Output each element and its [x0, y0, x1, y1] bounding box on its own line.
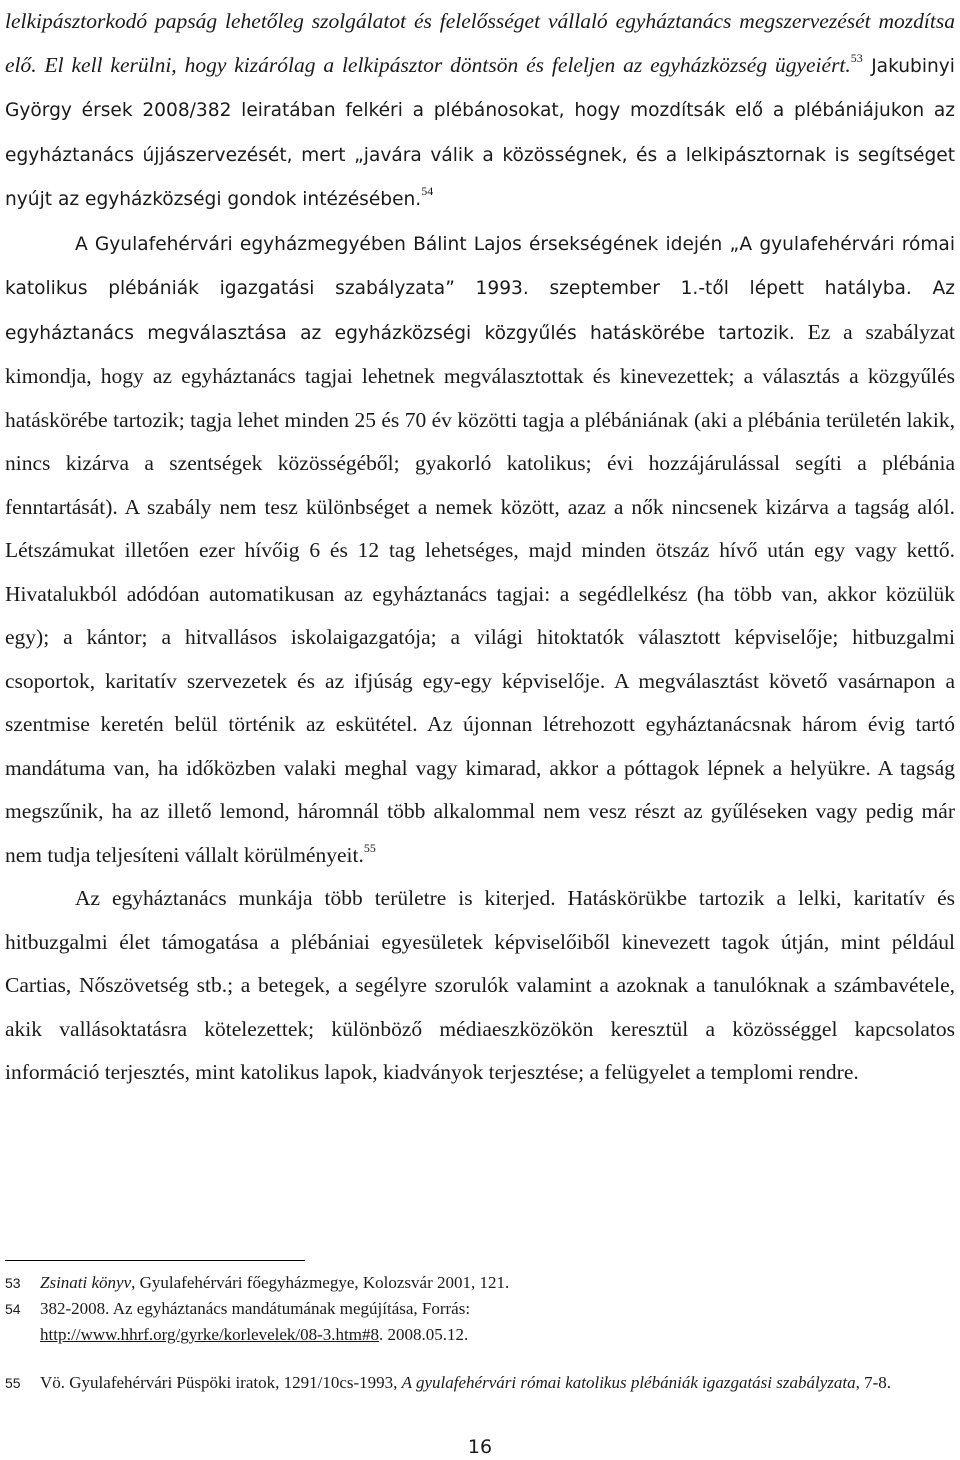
- footnote-ref-53[interactable]: 53: [850, 50, 863, 65]
- paragraph-2: [5, 222, 955, 878]
- footnote-number: 53: [5, 1275, 21, 1291]
- footnote-separator: [5, 1260, 305, 1261]
- page-number: 16: [467, 1436, 493, 1458]
- footnote-text: 382-2008. Az egyháztanács mandátumának megújítása, Forrás:: [40, 1299, 471, 1318]
- footnote-text: Vö. Gyulafehérvári Püspöki iratok, 1291/10cs-1993,: [40, 1373, 402, 1392]
- footnote-title: A gyulafehérvári római katolikus plébániák igazgatási szabályzata: [401, 1373, 856, 1392]
- footnote-53: [5, 1270, 955, 1296]
- footnote-date: . 2008.05.12.: [379, 1325, 469, 1344]
- footnotes: [5, 1270, 955, 1396]
- footnote-text: , Gyulafehérvári főegyházmegye, Kolozsvár 2001, 121.: [131, 1273, 510, 1292]
- serif-text: Ez a szabályzat kimondja, hogy az egyháztanács tagjai lehetnek megválasztottak és kinevezettek; a választás a közgyűlés hatáskörébe tartozik; tagja lehet minden 25 és 70 év közötti tagja a plébániának (aki a plébánia területén lakik, nincs kizárva a szentségek közösségéből; gyakorló katolikus; évi hozzájárulással segíti a plébánia fenntartását). A szabály nem tesz különbséget a nemek között, azaz a nők nincsenek kizárva a tagság alól. Létszámukat illetően ezer hívőig 6 és 12 tag lehetséges, majd minden ötszáz hívő után egy vagy kettő. Hivatalukból adódóan automatikusan az egyháztanács tagjai: a segédlelkész (ha több van, akkor közülük egy); a kántor; a hitvallásos iskolaigazgatója; a világi hitoktatók választott képviselője; hitbuzgalmi csoportok, karitatív szervezetek és az ifjúság egy-egy képviselője. A megválasztást követő vasárnapon a szentmise keretén belül történik az eskütétel. Az újonnan létrehozott egyháztanácsnak három évig tartó mandátuma van, ha időközben valaki meghal vagy kimarad, akkor a póttagok lépnek a helyükre. A tagság megszűnik, ha az illető lemond, háromnál több alkalommal nem vesz részt az gyűléseken vagy pedig már nem tudja teljesíteni vállalt körülményeit.: [5, 319, 956, 867]
- footnote-55: [5, 1370, 955, 1396]
- serif-text: Az egyháztanács munkája több területre is kiterjed. Hatáskörükbe tartozik a lelki, karitatív és hitbuzgalmi élet támogatása a plébániai egyesületek képviselőiből kinevezett tagok útján, mint például Cartias, Nőszövetség stb.; a betegek, a segélyre szorulók valamint a azoknak a tanulóknak a számbavétele, akik vallásoktatásra kötelezettek; különböző médiaeszközökön keresztül a közösséggel kapcsolatos információ terjesztés, mint katolikus lapok, kiadványok terjesztése; a felügyelet a templomi rendre.: [5, 886, 955, 1084]
- body-text: [5, 0, 955, 1095]
- sans-text: Jakubinyi György érsek 2008/382 leiratában felkéri a plébánosokat, hogy mozdítsák elő a plébániájukon az egyháztanács újjászervezését, mert „javára válik a közösségnek, és a lelkipásztornak is segítséget nyújt az egyházközségi gondok intézésében.: [5, 55, 955, 210]
- footnote-ref-55[interactable]: 55: [363, 840, 376, 855]
- footnote-54: [5, 1296, 955, 1348]
- footnote-title: Zsinati könyv: [40, 1273, 132, 1292]
- paragraph-1: [5, 0, 955, 222]
- footnote-text-end: , 7-8.: [855, 1373, 892, 1392]
- italic-text: lelkipásztorkodó papság lehetőleg szolgálatot és felelősséget vállaló egyháztanács megszervezését mozdítsa elő. El kell kerülni, hogy kizárólag a lelkipásztor döntsön és feleljen az egyházközség ügyeiért.: [5, 9, 955, 77]
- paragraph-3: [5, 877, 955, 1095]
- sans-text: A Gyulafehérvári egyházmegyében Bálint Lajos érsekségének idején „A gyulafehérvári római katolikus plébániák igazgatási szabályzata” 1993. szeptember 1.-től lépett hatályba. Az egyháztanács megválasztása az egyházközségi közgyűlés hatáskörébe tartozik.: [5, 233, 955, 344]
- source-link[interactable]: http://www.hhrf.org/gyrke/korlevelek/08-3.htm#8: [40, 1325, 379, 1344]
- footnote-number: 55: [5, 1375, 21, 1391]
- footnote-number: 54: [5, 1301, 21, 1317]
- footnote-ref-54[interactable]: 54: [421, 184, 434, 198]
